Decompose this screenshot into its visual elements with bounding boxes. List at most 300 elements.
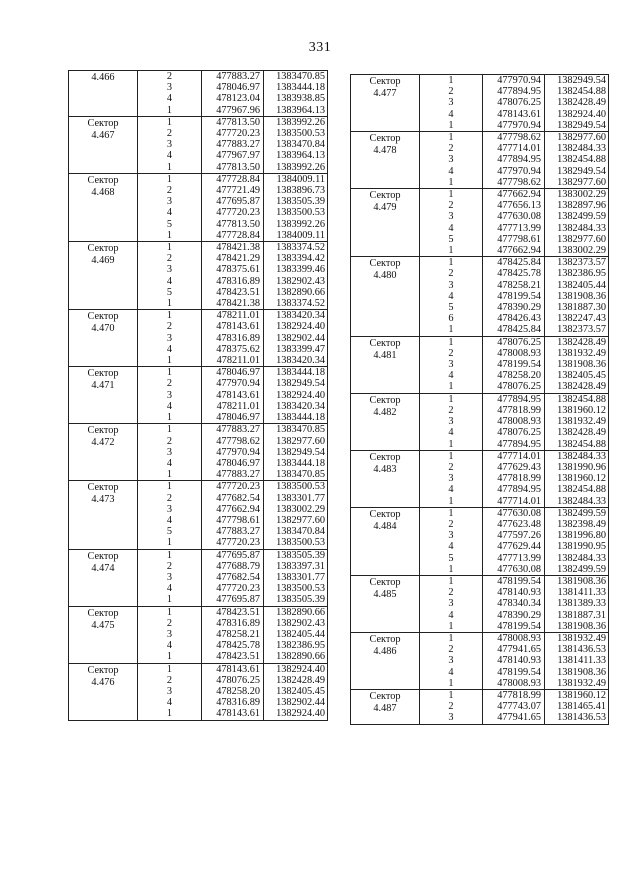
x-coordinate: 478008.93 [483,678,545,690]
sector-label: Сектор 4.480 [351,257,420,336]
x-coordinate: 478076.25 [483,336,545,348]
x-coordinate: 477883.27 [202,139,264,150]
point-number: 3 [138,264,202,275]
point-number: 3 [420,598,483,609]
y-coordinate: 1383444.18 [264,458,328,469]
y-coordinate: 1383500.53 [264,537,328,549]
point-number: 1 [420,177,483,189]
x-coordinate: 478199.54 [483,291,545,302]
y-coordinate: 1382949.54 [264,378,328,389]
point-number: 5 [420,553,483,564]
y-coordinate: 1382499.59 [545,211,609,222]
point-number: 2 [138,71,202,83]
point-number: 4 [138,93,202,104]
x-coordinate: 477941.65 [483,712,545,724]
point-number: 5 [138,526,202,537]
point-number: 4 [138,276,202,287]
point-number: 1 [420,75,483,87]
y-coordinate: 1383470.84 [264,139,328,150]
x-coordinate: 478143.61 [483,109,545,120]
x-coordinate: 478046.97 [202,458,264,469]
y-coordinate: 1382949.54 [545,75,609,87]
point-number: 4 [420,370,483,381]
y-coordinate: 1383470.84 [264,526,328,537]
y-coordinate: 1381411.33 [545,587,609,598]
point-number: 2 [138,618,202,629]
x-coordinate: 477813.50 [202,116,264,128]
point-number: 1 [138,116,202,128]
point-number: 2 [138,493,202,504]
x-coordinate: 477941.65 [483,644,545,655]
y-coordinate: 1383896.73 [264,185,328,196]
x-coordinate: 477720.23 [202,128,264,139]
y-coordinate: 1382373.57 [545,257,609,269]
point-number: 3 [138,139,202,150]
point-number: 1 [420,621,483,633]
table-row [69,71,328,83]
x-coordinate: 477728.84 [202,230,264,242]
sector-label: Сектор 4.467 [69,116,138,173]
x-coordinate: 478421.38 [202,242,264,254]
y-coordinate: 1382373.57 [545,324,609,336]
point-number: 3 [138,390,202,401]
point-number: 1 [420,496,483,508]
point-number: 2 [420,86,483,97]
y-coordinate: 1383301.77 [264,572,328,583]
table-row [69,663,328,675]
sector-label: 4.466 [69,71,138,117]
point-number: 3 [138,504,202,515]
x-coordinate: 477798.62 [202,436,264,447]
point-number: 4 [420,223,483,234]
x-coordinate: 477894.95 [483,86,545,97]
y-coordinate: 1381908.36 [545,359,609,370]
y-coordinate: 1382924.40 [264,390,328,401]
y-coordinate: 1381990.95 [545,541,609,552]
point-number: 1 [420,336,483,348]
point-number: 1 [420,393,483,405]
y-coordinate: 1382454.88 [545,439,609,451]
y-coordinate: 1383399.47 [264,344,328,355]
point-number: 6 [420,313,483,324]
x-coordinate: 477720.23 [202,207,264,218]
y-coordinate: 1382499.59 [545,564,609,576]
y-coordinate: 1381887.31 [545,610,609,621]
x-coordinate: 477970.94 [483,166,545,177]
point-number: 1 [138,651,202,663]
y-coordinate: 1381996.80 [545,530,609,541]
y-coordinate: 1381908.36 [545,291,609,302]
point-number: 3 [420,359,483,370]
point-number: 1 [420,381,483,393]
x-coordinate: 477883.27 [202,469,264,481]
x-coordinate: 478340.34 [483,598,545,609]
y-coordinate: 1382398.49 [545,519,609,530]
x-coordinate: 477883.27 [202,424,264,436]
y-coordinate: 1382247.43 [545,313,609,324]
y-coordinate: 1382977.60 [545,177,609,189]
y-coordinate: 1381932.49 [545,416,609,427]
x-coordinate: 477894.95 [483,439,545,451]
point-number: 4 [420,427,483,438]
x-coordinate: 477720.23 [202,481,264,493]
table-row [69,242,328,254]
x-coordinate: 477798.62 [483,177,545,189]
point-number: 1 [420,324,483,336]
sector-label: Сектор 4.485 [351,575,420,632]
point-number: 1 [420,632,483,644]
x-coordinate: 477818.99 [483,689,545,701]
point-number: 4 [420,484,483,495]
x-coordinate: 478199.54 [483,667,545,678]
table-row [351,632,609,644]
y-coordinate: 1382484.33 [545,143,609,154]
y-coordinate: 1381960.12 [545,473,609,484]
x-coordinate: 477894.95 [483,393,545,405]
point-number: 3 [420,97,483,108]
y-coordinate: 1382949.54 [545,166,609,177]
point-number: 3 [420,211,483,222]
point-number: 1 [138,162,202,174]
point-number: 1 [138,469,202,481]
point-number: 2 [420,644,483,655]
y-coordinate: 1382484.33 [545,553,609,564]
x-coordinate: 478425.78 [202,640,264,651]
table-row [351,393,609,405]
point-number: 1 [420,189,483,201]
point-number: 3 [420,712,483,724]
table-row [69,606,328,618]
y-coordinate: 1384009.11 [264,173,328,185]
point-number: 1 [138,594,202,606]
point-number: 1 [138,242,202,254]
point-number: 2 [420,143,483,154]
point-number: 3 [138,572,202,583]
point-number: 1 [138,173,202,185]
point-number: 3 [420,280,483,291]
x-coordinate: 478390.29 [483,610,545,621]
x-coordinate: 477970.94 [483,75,545,87]
table-row [351,507,609,519]
sector-label: Сектор 4.468 [69,173,138,241]
y-coordinate: 1383301.77 [264,493,328,504]
point-number: 4 [138,583,202,594]
table-row [69,310,328,322]
x-coordinate: 477728.84 [202,173,264,185]
sector-label: Сектор 4.471 [69,367,138,424]
table-row [351,132,609,144]
x-coordinate: 477623.48 [483,519,545,530]
y-coordinate: 1383470.85 [264,469,328,481]
table-row [69,549,328,561]
y-coordinate: 1383938.85 [264,93,328,104]
x-coordinate: 478375.61 [202,264,264,275]
x-coordinate: 478258.21 [483,280,545,291]
point-number: 2 [420,348,483,359]
table-row [69,424,328,436]
y-coordinate: 1382949.54 [545,120,609,132]
y-coordinate: 1382484.33 [545,496,609,508]
x-coordinate: 478258.21 [202,629,264,640]
x-coordinate: 478423.51 [202,287,264,298]
y-coordinate: 1383500.53 [264,481,328,493]
point-number: 2 [138,436,202,447]
point-number: 3 [138,196,202,207]
x-coordinate: 477798.61 [202,515,264,526]
point-number: 2 [420,405,483,416]
point-number: 1 [138,606,202,618]
y-coordinate: 1381960.12 [545,405,609,416]
point-number: 5 [420,234,483,245]
y-coordinate: 1382977.60 [545,234,609,245]
x-coordinate: 477695.87 [202,196,264,207]
point-number: 4 [138,640,202,651]
y-coordinate: 1382977.60 [264,515,328,526]
point-number: 1 [420,689,483,701]
x-coordinate: 477629.43 [483,462,545,473]
point-number: 1 [420,245,483,257]
y-coordinate: 1383420.34 [264,401,328,412]
sector-label: Сектор 4.486 [351,632,420,689]
point-number: 1 [138,105,202,117]
point-number: 3 [138,82,202,93]
point-number: 4 [138,207,202,218]
x-coordinate: 478390.29 [483,302,545,313]
y-coordinate: 1381887.30 [545,302,609,313]
y-coordinate: 1382405.44 [264,629,328,640]
sector-label: Сектор 4.479 [351,189,420,257]
x-coordinate: 478316.89 [202,276,264,287]
table-row [351,189,609,201]
x-coordinate: 477688.79 [202,561,264,572]
y-coordinate: 1382897.96 [545,200,609,211]
x-coordinate: 477713.99 [483,223,545,234]
y-coordinate: 1383470.85 [264,424,328,436]
point-number: 4 [420,667,483,678]
x-coordinate: 477798.61 [483,234,545,245]
x-coordinate: 477720.23 [202,583,264,594]
y-coordinate: 1381908.36 [545,667,609,678]
point-number: 2 [138,561,202,572]
y-coordinate: 1382428.49 [545,427,609,438]
y-coordinate: 1382924.40 [545,109,609,120]
y-coordinate: 1381908.36 [545,621,609,633]
point-number: 1 [420,564,483,576]
x-coordinate: 477656.13 [483,200,545,211]
y-coordinate: 1382890.66 [264,606,328,618]
point-number: 2 [420,519,483,530]
x-coordinate: 477894.95 [483,484,545,495]
x-coordinate: 478316.89 [202,333,264,344]
x-coordinate: 477894.95 [483,154,545,165]
point-number: 4 [138,515,202,526]
x-coordinate: 478143.61 [202,390,264,401]
x-coordinate: 477714.01 [483,450,545,462]
sector-label: Сектор 4.469 [69,242,138,310]
point-number: 1 [138,537,202,549]
point-number: 3 [420,416,483,427]
y-coordinate: 1381932.49 [545,632,609,644]
y-coordinate: 1383002.29 [264,504,328,515]
y-coordinate: 1382924.40 [264,708,328,720]
sector-label: Сектор 4.484 [351,507,420,575]
y-coordinate: 1382454.88 [545,154,609,165]
y-coordinate: 1382924.40 [264,321,328,332]
point-number: 2 [420,200,483,211]
x-coordinate: 478199.54 [483,359,545,370]
y-coordinate: 1381389.33 [545,598,609,609]
point-number: 3 [420,473,483,484]
page-number: 331 [308,40,332,55]
x-coordinate: 478076.25 [483,427,545,438]
y-coordinate: 1382924.40 [264,663,328,675]
point-number: 2 [138,253,202,264]
point-number: 5 [138,219,202,230]
sector-label: Сектор 4.473 [69,481,138,549]
y-coordinate: 1382902.43 [264,618,328,629]
sector-label: Сектор 4.487 [351,689,420,724]
x-coordinate: 478199.54 [483,621,545,633]
point-number: 3 [138,447,202,458]
y-coordinate: 1383505.39 [264,196,328,207]
x-coordinate: 477630.08 [483,211,545,222]
x-coordinate: 478316.89 [202,697,264,708]
point-number: 2 [138,378,202,389]
y-coordinate: 1381436.53 [545,712,609,724]
x-coordinate: 477714.01 [483,143,545,154]
y-coordinate: 1383992.26 [264,219,328,230]
sector-label: Сектор 4.481 [351,336,420,393]
x-coordinate: 477818.99 [483,405,545,416]
y-coordinate: 1383500.53 [264,128,328,139]
x-coordinate: 478211.01 [202,355,264,367]
point-number: 1 [420,257,483,269]
table-row [351,689,609,701]
y-coordinate: 1382405.45 [264,686,328,697]
point-number: 3 [420,530,483,541]
point-number: 4 [138,697,202,708]
y-coordinate: 1382977.60 [545,132,609,144]
y-coordinate: 1383505.39 [264,594,328,606]
y-coordinate: 1383397.31 [264,561,328,572]
table-row [351,336,609,348]
y-coordinate: 1383420.34 [264,355,328,367]
x-coordinate: 477695.87 [202,594,264,606]
y-coordinate: 1382902.43 [264,276,328,287]
sector-label: Сектор 4.482 [351,393,420,450]
y-coordinate: 1381990.96 [545,462,609,473]
x-coordinate: 478143.61 [202,708,264,720]
y-coordinate: 1383500.53 [264,583,328,594]
point-number: 1 [138,367,202,379]
sector-label: Сектор 4.478 [351,132,420,189]
sector-label: Сектор 4.472 [69,424,138,481]
y-coordinate: 1382499.59 [545,507,609,519]
y-coordinate: 1381932.49 [545,678,609,690]
point-number: 4 [138,150,202,161]
point-number: 5 [420,302,483,313]
y-coordinate: 1382902.44 [264,333,328,344]
x-coordinate: 478046.97 [202,367,264,379]
x-coordinate: 478423.51 [202,606,264,618]
point-number: 1 [420,120,483,132]
table-row [351,75,609,87]
table-row [69,173,328,185]
x-coordinate: 478046.97 [202,82,264,93]
x-coordinate: 477720.23 [202,537,264,549]
point-number: 1 [138,230,202,242]
x-coordinate: 478211.01 [202,401,264,412]
x-coordinate: 478140.93 [483,587,545,598]
y-coordinate: 1383505.39 [264,549,328,561]
y-coordinate: 1383374.52 [264,242,328,254]
point-number: 1 [420,132,483,144]
x-coordinate: 478421.29 [202,253,264,264]
point-number: 2 [420,587,483,598]
y-coordinate: 1381932.49 [545,348,609,359]
point-number: 1 [138,708,202,720]
y-coordinate: 1383374.52 [264,298,328,310]
y-coordinate: 1382890.66 [264,287,328,298]
point-number: 4 [420,541,483,552]
y-coordinate: 1381411.33 [545,655,609,666]
y-coordinate: 1383444.18 [264,367,328,379]
y-coordinate: 1383500.53 [264,207,328,218]
point-number: 2 [138,321,202,332]
x-coordinate: 478258.20 [202,686,264,697]
point-number: 4 [138,401,202,412]
x-coordinate: 478421.38 [202,298,264,310]
point-number: 3 [138,333,202,344]
table-row [351,450,609,462]
y-coordinate: 1382890.66 [264,651,328,663]
table-row [69,116,328,128]
sector-label: Сектор 4.483 [351,450,420,507]
x-coordinate: 478140.93 [483,655,545,666]
x-coordinate: 477721.49 [202,185,264,196]
y-coordinate: 1382405.45 [545,370,609,381]
y-coordinate: 1383394.42 [264,253,328,264]
x-coordinate: 478123.04 [202,93,264,104]
point-number: 1 [420,678,483,690]
x-coordinate: 477630.08 [483,507,545,519]
y-coordinate: 1382454.88 [545,484,609,495]
x-coordinate: 477629.44 [483,541,545,552]
point-number: 2 [420,701,483,712]
x-coordinate: 478426.43 [483,313,545,324]
x-coordinate: 477597.26 [483,530,545,541]
y-coordinate: 1383002.29 [545,245,609,257]
x-coordinate: 478425.84 [483,257,545,269]
x-coordinate: 477682.54 [202,572,264,583]
x-coordinate: 478425.84 [483,324,545,336]
x-coordinate: 477967.97 [202,150,264,161]
x-coordinate: 477818.99 [483,473,545,484]
y-coordinate: 1382949.54 [264,447,328,458]
y-coordinate: 1383444.18 [264,82,328,93]
y-coordinate: 1382386.95 [264,640,328,651]
x-coordinate: 477662.94 [483,189,545,201]
table-row [69,481,328,493]
table-row [351,575,609,587]
point-number: 1 [138,412,202,424]
y-coordinate: 1382902.44 [264,697,328,708]
x-coordinate: 478076.25 [202,675,264,686]
point-number: 1 [420,507,483,519]
y-coordinate: 1381436.53 [545,644,609,655]
y-coordinate: 1383992.26 [264,162,328,174]
y-coordinate: 1382484.33 [545,223,609,234]
